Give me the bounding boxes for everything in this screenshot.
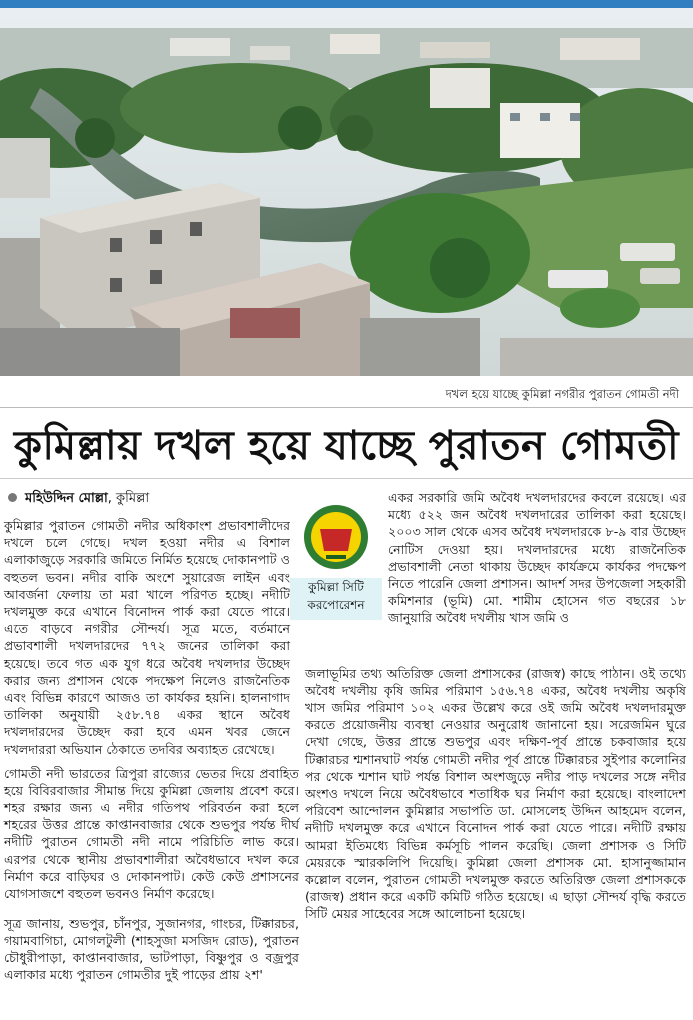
bullet-icon	[8, 493, 17, 502]
divider	[0, 407, 693, 408]
article-column-left	[4, 517, 290, 758]
photo-caption: দখল হয়ে যাচ্ছে কুমিল্লা নগরীর পুরাতন গোমতী নদী	[445, 387, 679, 401]
author-location: , কুমিল্লা	[107, 491, 150, 506]
article-column-left-continued	[4, 752, 299, 996]
top-accent-bar	[0, 0, 693, 8]
logo-emblem-icon	[290, 497, 382, 577]
headline: কুমিল্লায় দখল হয়ে যাচ্ছে পুরাতন গোমতী	[13, 422, 680, 469]
river-city-photo	[0, 8, 693, 376]
paragraph: একর সরকারি জমি অবৈধ দখলদারদের কবলে রয়েছে। এর মধ্যে ৫২২ জন অবৈধ দখলদারের তালিকা করা হয়েছে। ২০০৩ সাল থেকে এসব অবৈধ দখলদারকে ৮-৯ বার উচ্ছেদ নোটিস দেওয়া হয়। দখলদারদের মধ্যে রাজনৈতিক প্রভাবশালী নেতা থাকায় উচ্ছেদ কার্যক্রমে কার্যকর পদক্ষেপ নিতে পারেনি জেলা প্রশাসন। আদর্শ সদর উপজেলা সহকারী কমিশনার (ভূমি) মো. শামীম হোসেন গত বছরের ১৮ জানুয়ারি অবৈধ দখলীয় খাস জমি ও	[388, 490, 686, 626]
paragraph: কুমিল্লার পুরাতন গোমতী নদীর অধিকাংশ প্রভাবশালীদের দখলে চলে গেছে। দখল হওয়া নদীর এ বিশাল এলাকাজুড়ে সরকারি জমিতে নির্মিত হয়েছে দোকানপাট ও বহুতল ভবন। নদীর বাকি অংশে সুয়ারেজ লাইন এবং আবর্জনা ফেলায় তা মরা খালে পরিণত হচ্ছে। নদীটি দখলমুক্ত করে এখানে বিনোদন পার্ক করা যেতে পারে। এতে বাড়বে নগরীর সৌন্দর্য। সূত্র মতে, বর্তমানে প্রভাবশালী দখলদারদের ৭৭২ জনের তালিকা করা হয়েছে। তবে গত এক যুগ ধরে অবৈধ দখলদার উচ্ছেদ করার জন্য প্রশাসন থেকে পদক্ষেপ নিলেও রাজনৈতিক এবং বিভিন্ন কারণে আজও তা কার্যকর হয়নি। হালনাগাদ তালিকা অনুযায়ী ২৫৮.৭৪ একর স্থানে অবৈধ দখলদারদের উচ্ছেদ করা হবে এমন খবর জেনে দখলদাররা অভিযান ঠেকাতে তদবির অব্যাহত রেখেছে।	[4, 518, 290, 757]
article-column-right-continued	[305, 652, 686, 935]
article-column-right	[388, 489, 686, 627]
paragraph: জলাভূমির তথ্য অতিরিক্ত জেলা প্রশাসকের (রাজস্ব) কাছে পাঠান। ওই তথ্যে অবৈধ দখলীয় কৃষি জমির পরিমাণ ১৫৬.৭৪ একর, অবৈধ দখলীয় অকৃষি খাস জমির পরিমাণ ১০২ একর উল্লেখ করে ওই জমি অবৈধ দখলদারমুক্ত করতে প্রয়োজনীয় ব্যবস্থা নেওয়ার অনুরোধ জানানো হয়। সরেজমিন ঘুরে দেখা গেছে, উত্তর প্রান্তে শুভপুর এবং দক্ষিণ-পূর্ব প্রান্তে চকবাজার হয়ে টিক্কারচর শ্মশানঘাট পর্যন্ত গোমতী নদীর পূর্ব প্রান্তে টিক্কারচর সুইপার কলোনির পর থেকে শ্মশান ঘাট পর্যন্ত বিশাল অংশজুড়ে নদীর পাড় দখলের সঙ্গে নদীর অংশও দখলে নিয়ে অবৈধভাবে শতাধিক ঘর নির্মাণ করা হয়েছে। বাংলাদেশ পরিবেশ আন্দোলন কুমিল্লার সভাপতি ডা. মোসলেহ উদ্দিন আহমেদ বলেন, নদীটি দখলমুক্ত করে এখানে বিনোদন পার্ক করা যেতে পারে। নদীটি রক্ষায় আমরা ইতিমধ্যে বিভিন্ন কর্মসূচি পালন করেছি। জেলা প্রশাসক ও সিটি মেয়রকে স্মারকলিপি দিয়েছি। কুমিল্লা জেলা প্রশাসক মো. হাসানুজ্জামান কল্লোল বলেন, পুরাতন গোমতী দখলমুক্ত করতে অতিরিক্ত জেলা প্রশাসককে (রাজস্ব) প্রধান করে একটি কমিটি গঠিত হয়েছে। এ ছাড়া সৌন্দর্য বৃদ্ধি করতে সিটি মেয়র সাহেবের সঙ্গে আলোচনা হয়েছে।	[305, 665, 686, 922]
author-name: মহিউদ্দিন মোল্লা	[25, 491, 108, 506]
divider	[0, 478, 693, 479]
paragraph: সূত্র জানায়, শুভপুর, চাঁনপুর, সুজানগর, গাংচর, টিক্কারচর, গয়ামবাগিচা, মোগলটুলী (শাহসুজা মসজিদ রোড), পুরাতন চৌধুরীপাড়া, কাপ্তানবাজার, ভাটপাড়া, বিষ্ণুপুর ও বজ্রপুর এলাকার মধ্যে পুরাতন গোমতীর দুই পাড়ের প্রায় ২শ'	[4, 915, 299, 983]
byline	[8, 489, 149, 510]
article-photo	[0, 8, 693, 376]
paragraph: গোমতী নদী ভারতের ত্রিপুরা রাজ্যের ভেতর দিয়ে প্রবাহিত হয়ে বিবিরবাজার সীমান্ত দিয়ে কুমিল্লা জেলায় প্রবেশ করে। শহর রক্ষার জন্য এ নদীর গতিপথ পরিবর্তন করা হলে শহরের উত্তর প্রান্তে কাপ্তানবাজার থেকে শুভপুর পর্যন্ত দীর্ঘ নদীটি পুরাতন গোমতী নদী নামে পরিচিতি লাভ করে। এরপর থেকে স্থানীয় প্রভাবশালীরা অবৈধভাবে দখল করে নির্মাণ করে বাড়িঘর ও দোকানপাট। কেউ কেউ প্রশাসনের যোগসাজশে বহুতল ভবনও নির্মাণ করেছে।	[4, 765, 299, 902]
logo-label: কুমিল্লা সিটি করপোরেশন	[290, 578, 382, 620]
